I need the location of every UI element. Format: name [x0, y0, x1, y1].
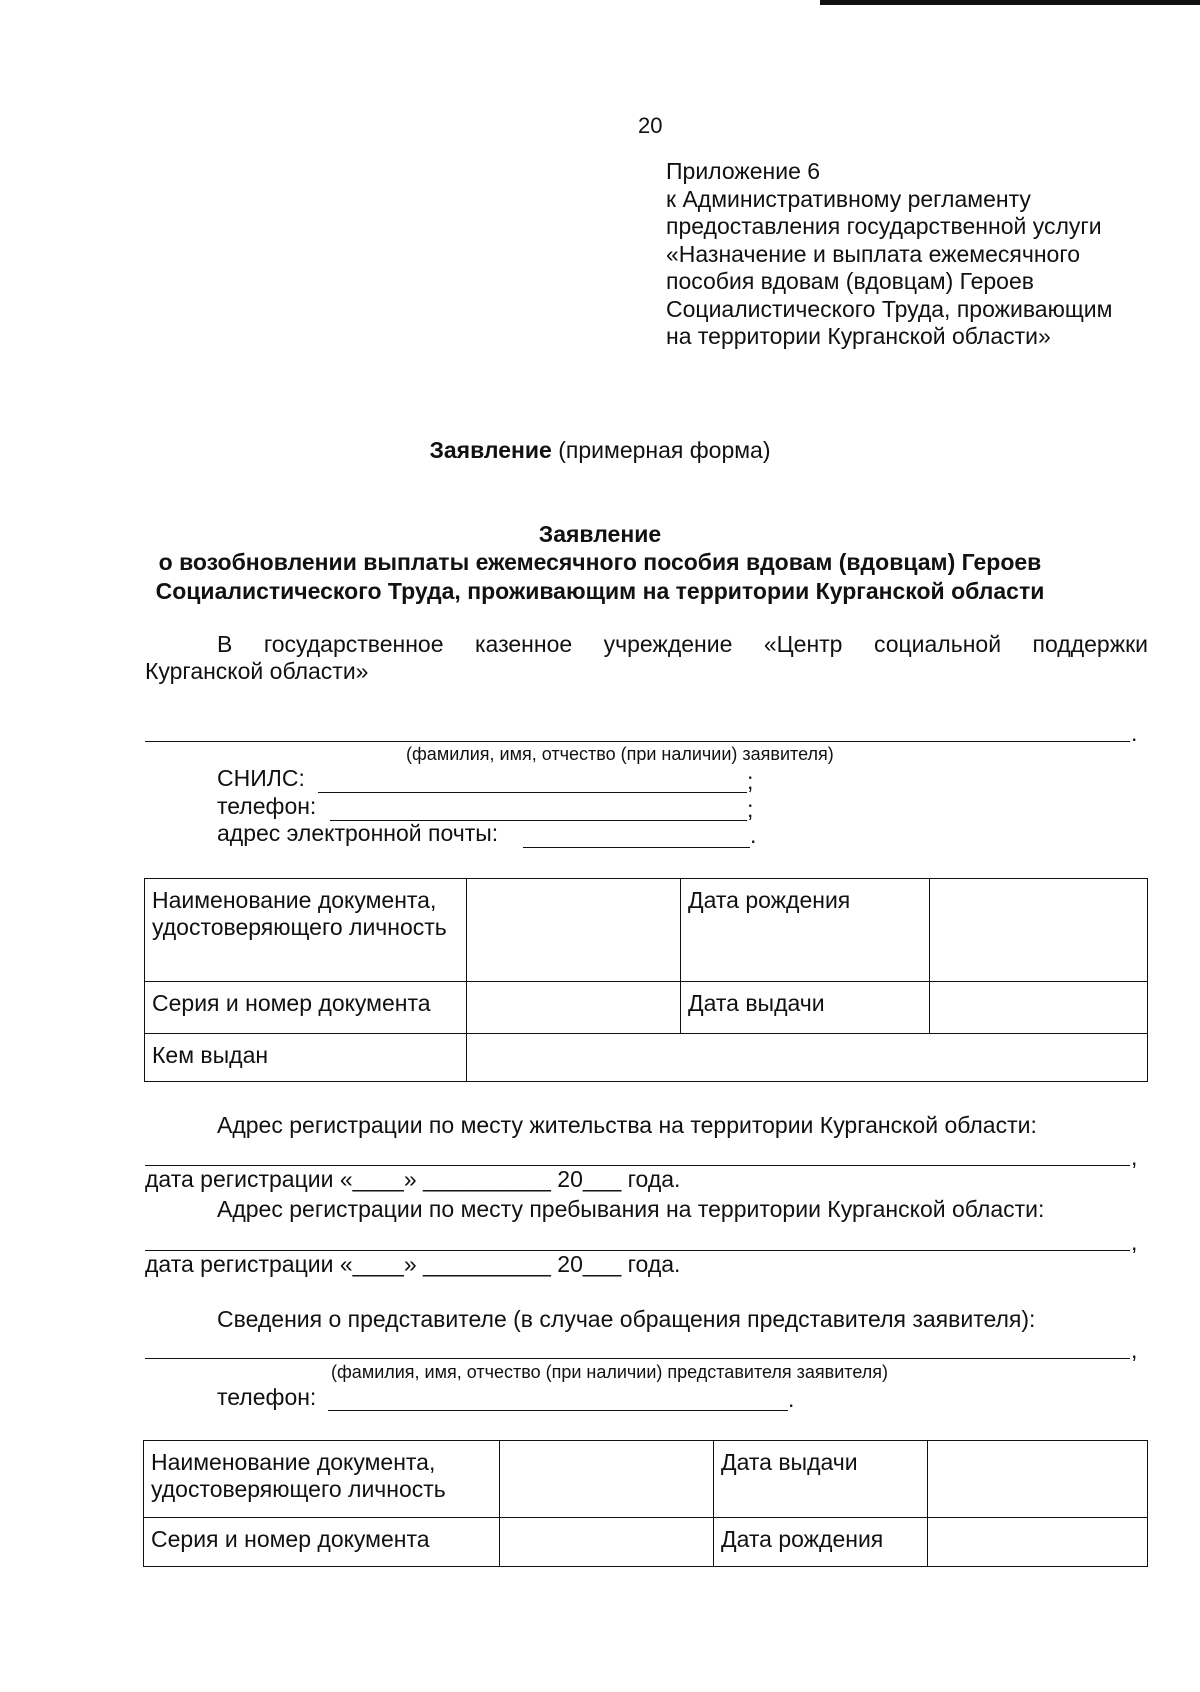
page-number: 20 [638, 113, 663, 138]
rep-series-number-label: Серия и номер документа [144, 1518, 500, 1567]
form-label-rest: (примерная форма) [551, 437, 771, 463]
stay-address-label: Адрес регистрации по месту пребывания на территории Курганской области: [217, 1196, 1045, 1222]
applicant-fio-caption: (фамилия, имя, отчество (при наличии) заявителя) [406, 744, 834, 764]
form-label-bold: Заявление [429, 437, 552, 463]
phone-label: телефон: [217, 793, 317, 819]
email-label: адрес электронной почты: [217, 820, 499, 846]
stay-address-comma: , [1131, 1229, 1138, 1255]
appendix-line: Социалистического Труда, проживающим [666, 295, 1113, 322]
rep-birth-date-label: Дата рождения [714, 1518, 928, 1567]
residence-address-comma: , [1131, 1144, 1138, 1170]
representative-phone-line [328, 1410, 788, 1411]
rep-series-number-value [500, 1518, 714, 1567]
applicant-fio-line [145, 741, 1130, 742]
issue-date-value [930, 982, 1148, 1034]
appendix-header [666, 158, 1112, 351]
document-title: Заявление [538, 521, 662, 547]
issued-by-value [467, 1034, 1148, 1082]
representative-fio-comma: , [1131, 1337, 1138, 1363]
birth-date-value [930, 879, 1148, 982]
residence-address-label: Адрес регистрации по месту жительства на территории Курганской области: [217, 1112, 1037, 1138]
appendix-line: на территории Курганской области» [666, 323, 1051, 349]
rep-issue-date-value [928, 1441, 1148, 1518]
doc-name-label: Наименование документа, удостоверяющего личность [145, 879, 467, 982]
rep-issue-date-label: Дата выдачи [714, 1441, 928, 1518]
appendix-line: Приложение 6 [666, 158, 821, 184]
phone-semicolon: ; [747, 796, 754, 822]
birth-date-label: Дата рождения [681, 879, 930, 982]
appendix-line: пособия вдовам (вдовцам) Героев [666, 268, 1034, 294]
appendix-line: предоставления государственной услуги [666, 213, 1102, 239]
rep-birth-date-value [928, 1518, 1148, 1567]
document-subtitle-line1: о возобновлении выплаты ежемесячного пособия вдовам (вдовцам) Героев [158, 549, 1042, 575]
rep-doc-name-value [500, 1441, 714, 1518]
stay-date: дата регистрации «____» __________ 20___ года. [145, 1251, 681, 1277]
snils-label: СНИЛС: [217, 765, 305, 791]
representative-document-table [143, 1440, 1148, 1567]
representative-phone-dot: . [788, 1386, 795, 1412]
appendix-line: «Назначение и выплата ежемесячного [666, 240, 1080, 267]
snils-semicolon: ; [747, 768, 754, 794]
document-subtitle-line2: Социалистического Труда, проживающим на территории Курганской области [155, 578, 1045, 604]
representative-fio-line [145, 1358, 1130, 1359]
issue-date-label: Дата выдачи [681, 982, 930, 1034]
snils-input-line [318, 792, 747, 793]
applicant-fio-dot: . [1131, 720, 1138, 746]
representative-label: Сведения о представителе (в случае обращения представителя заявителя): [217, 1306, 1036, 1332]
addressee-line1: В государственное казенное учреждение «Центр социальной поддержки [217, 631, 1148, 657]
representative-fio-caption: (фамилия, имя, отчество (при наличии) представителя заявителя) [331, 1362, 888, 1382]
series-number-label: Серия и номер документа [145, 982, 467, 1034]
issued-by-label: Кем выдан [145, 1034, 467, 1082]
representative-phone-label: телефон: [217, 1384, 317, 1410]
residence-date: дата регистрации «____» __________ 20___ года. [145, 1166, 681, 1192]
appendix-line: к Административному регламенту [666, 185, 1031, 212]
scan-edge-mark [820, 0, 1200, 5]
applicant-document-table [144, 878, 1148, 1082]
series-number-value [467, 982, 681, 1034]
addressee-line2: Курганской области» [145, 658, 369, 684]
rep-doc-name-label: Наименование документа, удостоверяющего личность [144, 1441, 500, 1518]
email-input-line [523, 847, 750, 848]
doc-name-value [467, 879, 681, 982]
email-dot: . [750, 822, 757, 848]
form-label [0, 437, 1200, 464]
